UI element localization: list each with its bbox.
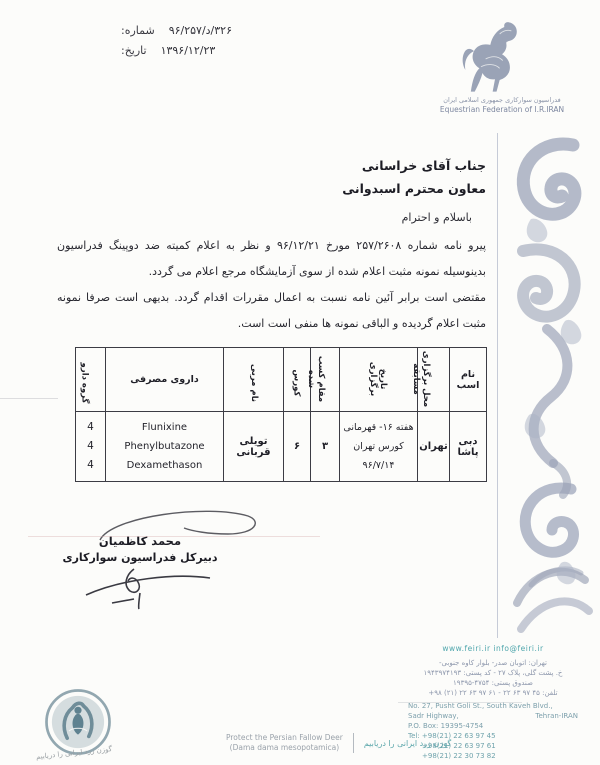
col-header-drug-group: گروه دارو — [76, 348, 106, 412]
cell-horse-name: دبی پاشا — [450, 412, 487, 482]
address-en-line2: Sadr Highway, Tehran-IRAN — [408, 712, 578, 720]
tel-line-1: Tel: +98(21) 22 63 97 45 — [408, 732, 496, 740]
table-header-row — [76, 348, 487, 412]
signatory-title: دبیرکل فدراسیون سوارکاری — [62, 551, 218, 564]
cell-venue: تهران — [418, 412, 450, 482]
cell-race-date: هفته ۱۶- قهرمانی کورس تهران ۹۶/۷/۱۴ — [340, 412, 418, 482]
col-header-race-date: تاریخ برگزاری — [340, 348, 418, 412]
addressee-block — [342, 154, 486, 200]
federation-name-fa: فدراسیون سوارکاری جمهوری اسلامی ایران — [443, 96, 561, 104]
address-fa-line2: خ. پشت گلی، پلاک ۲۷ - کد پستی: ۱۹۴۳۹۷۴۱۹۳ — [423, 669, 563, 677]
table-row — [76, 412, 487, 482]
cell-rank: ۳ — [311, 412, 340, 482]
letter-date-value: ۱۳۹۶/۱۲/۲۳ — [160, 44, 216, 57]
federation-name-en: Equestrian Federation of I.R.IRAN — [439, 105, 565, 114]
contact-block — [408, 644, 578, 761]
slogan-divider — [353, 733, 354, 753]
doping-result-table — [75, 347, 487, 482]
letter-number-label: شماره: — [120, 24, 155, 37]
address-fa-line3: صندوق پستی: ۴۷۵۴-۱۹۳۹۵ — [453, 679, 533, 687]
conservation-slogan-fa: گوزن زرد ایرانی را دریابیم — [363, 738, 452, 748]
address-en-block — [408, 701, 578, 761]
tel-line-3: +98(21) 22 30 73 82 — [422, 752, 496, 760]
signatory-name: محمد کاظمیان — [98, 534, 182, 548]
salutation: باسلام و احترام — [401, 211, 472, 224]
scan-artifact-line — [0, 398, 58, 399]
paisley-ornament-icon — [501, 133, 593, 638]
letter-date-row — [121, 44, 232, 57]
deer-emblem-caption: گوزن زرد ایرانی را دریابیم — [35, 745, 113, 761]
address-en-line1: No. 27, Pusht Goli St., South Kaveh Blvd., — [408, 702, 553, 710]
col-header-trainer: نام مربی — [224, 348, 284, 412]
margin-rule-line — [497, 133, 498, 638]
website-email-line: www.feiri.ir info@feiri.ir — [442, 644, 544, 653]
tel-line-2: +98(21) 22 63 97 61 — [422, 742, 496, 750]
body-paragraph-2: مقتضی است برابر آئین نامه نسبت به اعمال مقررات اقدام گردد. بدیهی است صرفا نمونه مثبت اعلام گردیده و الباقی نمونه ها منفی است است. — [57, 291, 486, 330]
signature-block — [55, 534, 225, 564]
address-fa-line1: تهران: اتوبان صدر- بلوار کاوه جنوبی- — [439, 659, 547, 667]
cell-drugs: Flunixine Phenylbutazone Dexamethason — [106, 412, 224, 482]
scan-artifact-line — [28, 536, 320, 537]
col-header-drug: داروی مصرفی — [106, 348, 224, 412]
letter-date-label: تاریخ: — [120, 44, 147, 57]
horse-logo-icon — [438, 20, 566, 94]
phone-fa-line: تلفن: ۴۵ ۹۷ ۶۳ ۲۲ - ۶۱ ۹۷ ۶۳ ۲۲ (۲۱) ۹۸+ — [428, 689, 558, 697]
col-header-horse-name: نام اسب — [450, 348, 487, 412]
col-header-venue: محل برگزاری مسابقه — [418, 348, 450, 412]
letter-meta — [121, 24, 232, 64]
addressee-title: معاون محترم اسبدوانی — [342, 181, 486, 196]
addressee-name: جناب آقای خراسانی — [361, 158, 486, 173]
conservation-slogan-en: Protect the Persian Fallow Deer (Dama dama mesopotamica) — [226, 733, 343, 752]
cell-trainer: تویلی قربانی — [224, 412, 284, 482]
federation-logo-block — [438, 20, 566, 114]
letter-number-value: ۹۶/۲۵۷/د/۳۲۶ — [168, 24, 232, 37]
po-box-line: P.O. Box: 19395-4754 — [408, 722, 484, 730]
letter-number-row — [121, 24, 232, 37]
cell-course: ۶ — [284, 412, 311, 482]
col-header-rank: مقام کسب شده — [311, 348, 340, 412]
body-paragraph-1: پیرو نامه شماره ۲۵۷/۲۶۰۸ مورخ ۹۶/۱۲/۲۱ و نظر به اعلام کمیته ضد دوپینگ فدراسیون بدینوسیله نمونه مثبت اعلام شده از سوی آزمایشگاه مرجع اعلام می گردد. — [57, 239, 487, 278]
col-header-course: کورس — [284, 348, 311, 412]
signature-flourish-stroke — [78, 563, 218, 615]
cell-drug-groups: 4 4 4 — [76, 412, 106, 482]
